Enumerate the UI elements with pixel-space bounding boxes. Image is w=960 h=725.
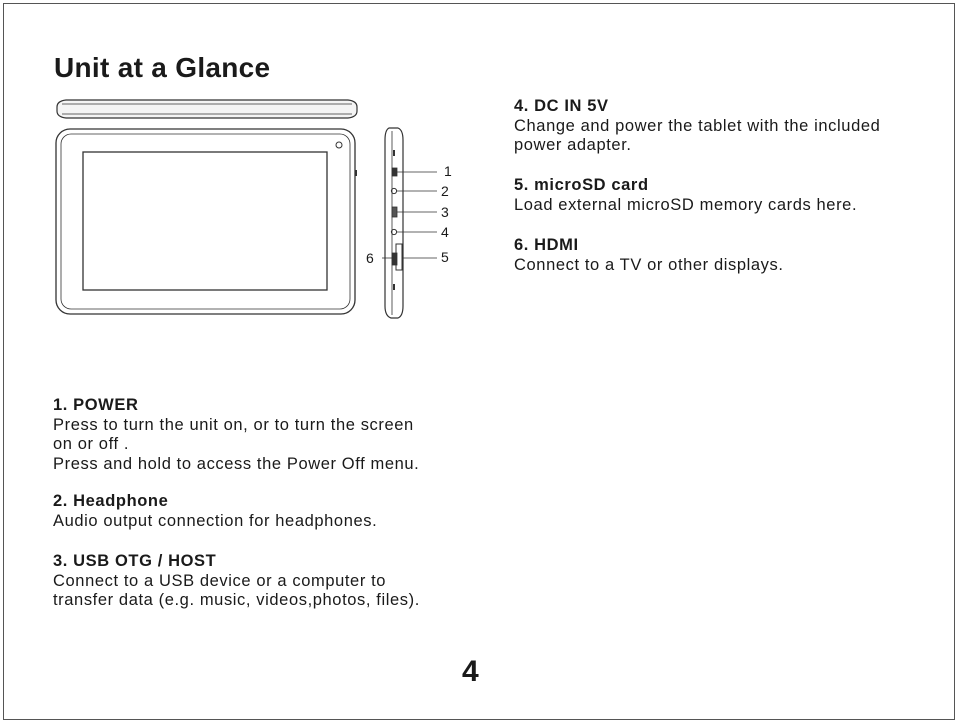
item-hdmi xyxy=(514,236,784,275)
item-line: Press and hold to access the Power Off menu. xyxy=(53,454,420,473)
item-power xyxy=(53,396,419,474)
item-heading: 5. microSD card xyxy=(514,176,649,194)
tablet-side-view xyxy=(385,128,403,318)
callout-4: 4 xyxy=(441,224,449,240)
item-line: Audio output connection for headphones. xyxy=(53,511,378,530)
tablet-top-view xyxy=(57,100,357,118)
page-title: Unit at a Glance xyxy=(54,52,271,83)
callout-5: 5 xyxy=(441,249,449,265)
item-headphone xyxy=(53,492,377,531)
callout-6: 6 xyxy=(366,250,374,266)
item-line: Connect to a USB device or a computer to xyxy=(53,571,387,590)
item-line: Load external microSD memory cards here. xyxy=(514,195,858,214)
item-line: on or off . xyxy=(53,435,130,453)
item-line: Connect to a TV or other displays. xyxy=(514,255,784,274)
item-heading: 4. DC IN 5V xyxy=(514,97,609,115)
item-microsd xyxy=(514,176,857,215)
callout-2: 2 xyxy=(441,183,449,199)
item-dc-in xyxy=(514,97,880,156)
callout-leaders xyxy=(382,172,437,258)
item-heading: 1. POWER xyxy=(53,396,139,414)
tablet-front-view xyxy=(56,129,356,314)
callout-1: 1 xyxy=(444,163,452,179)
item-line: transfer data (e.g. music, videos,photos, files). xyxy=(53,591,420,609)
item-line: Press to turn the unit on, or to turn the screen xyxy=(53,415,414,434)
item-heading: 2. Headphone xyxy=(53,492,169,510)
item-line: power adapter. xyxy=(514,136,632,154)
item-line: Change and power the tablet with the included xyxy=(514,116,881,135)
callout-3: 3 xyxy=(441,204,449,220)
item-heading: 6. HDMI xyxy=(514,236,579,254)
page-number: 4 xyxy=(462,655,479,688)
item-heading: 3. USB OTG / HOST xyxy=(53,552,217,570)
item-usb-otg xyxy=(53,552,420,611)
